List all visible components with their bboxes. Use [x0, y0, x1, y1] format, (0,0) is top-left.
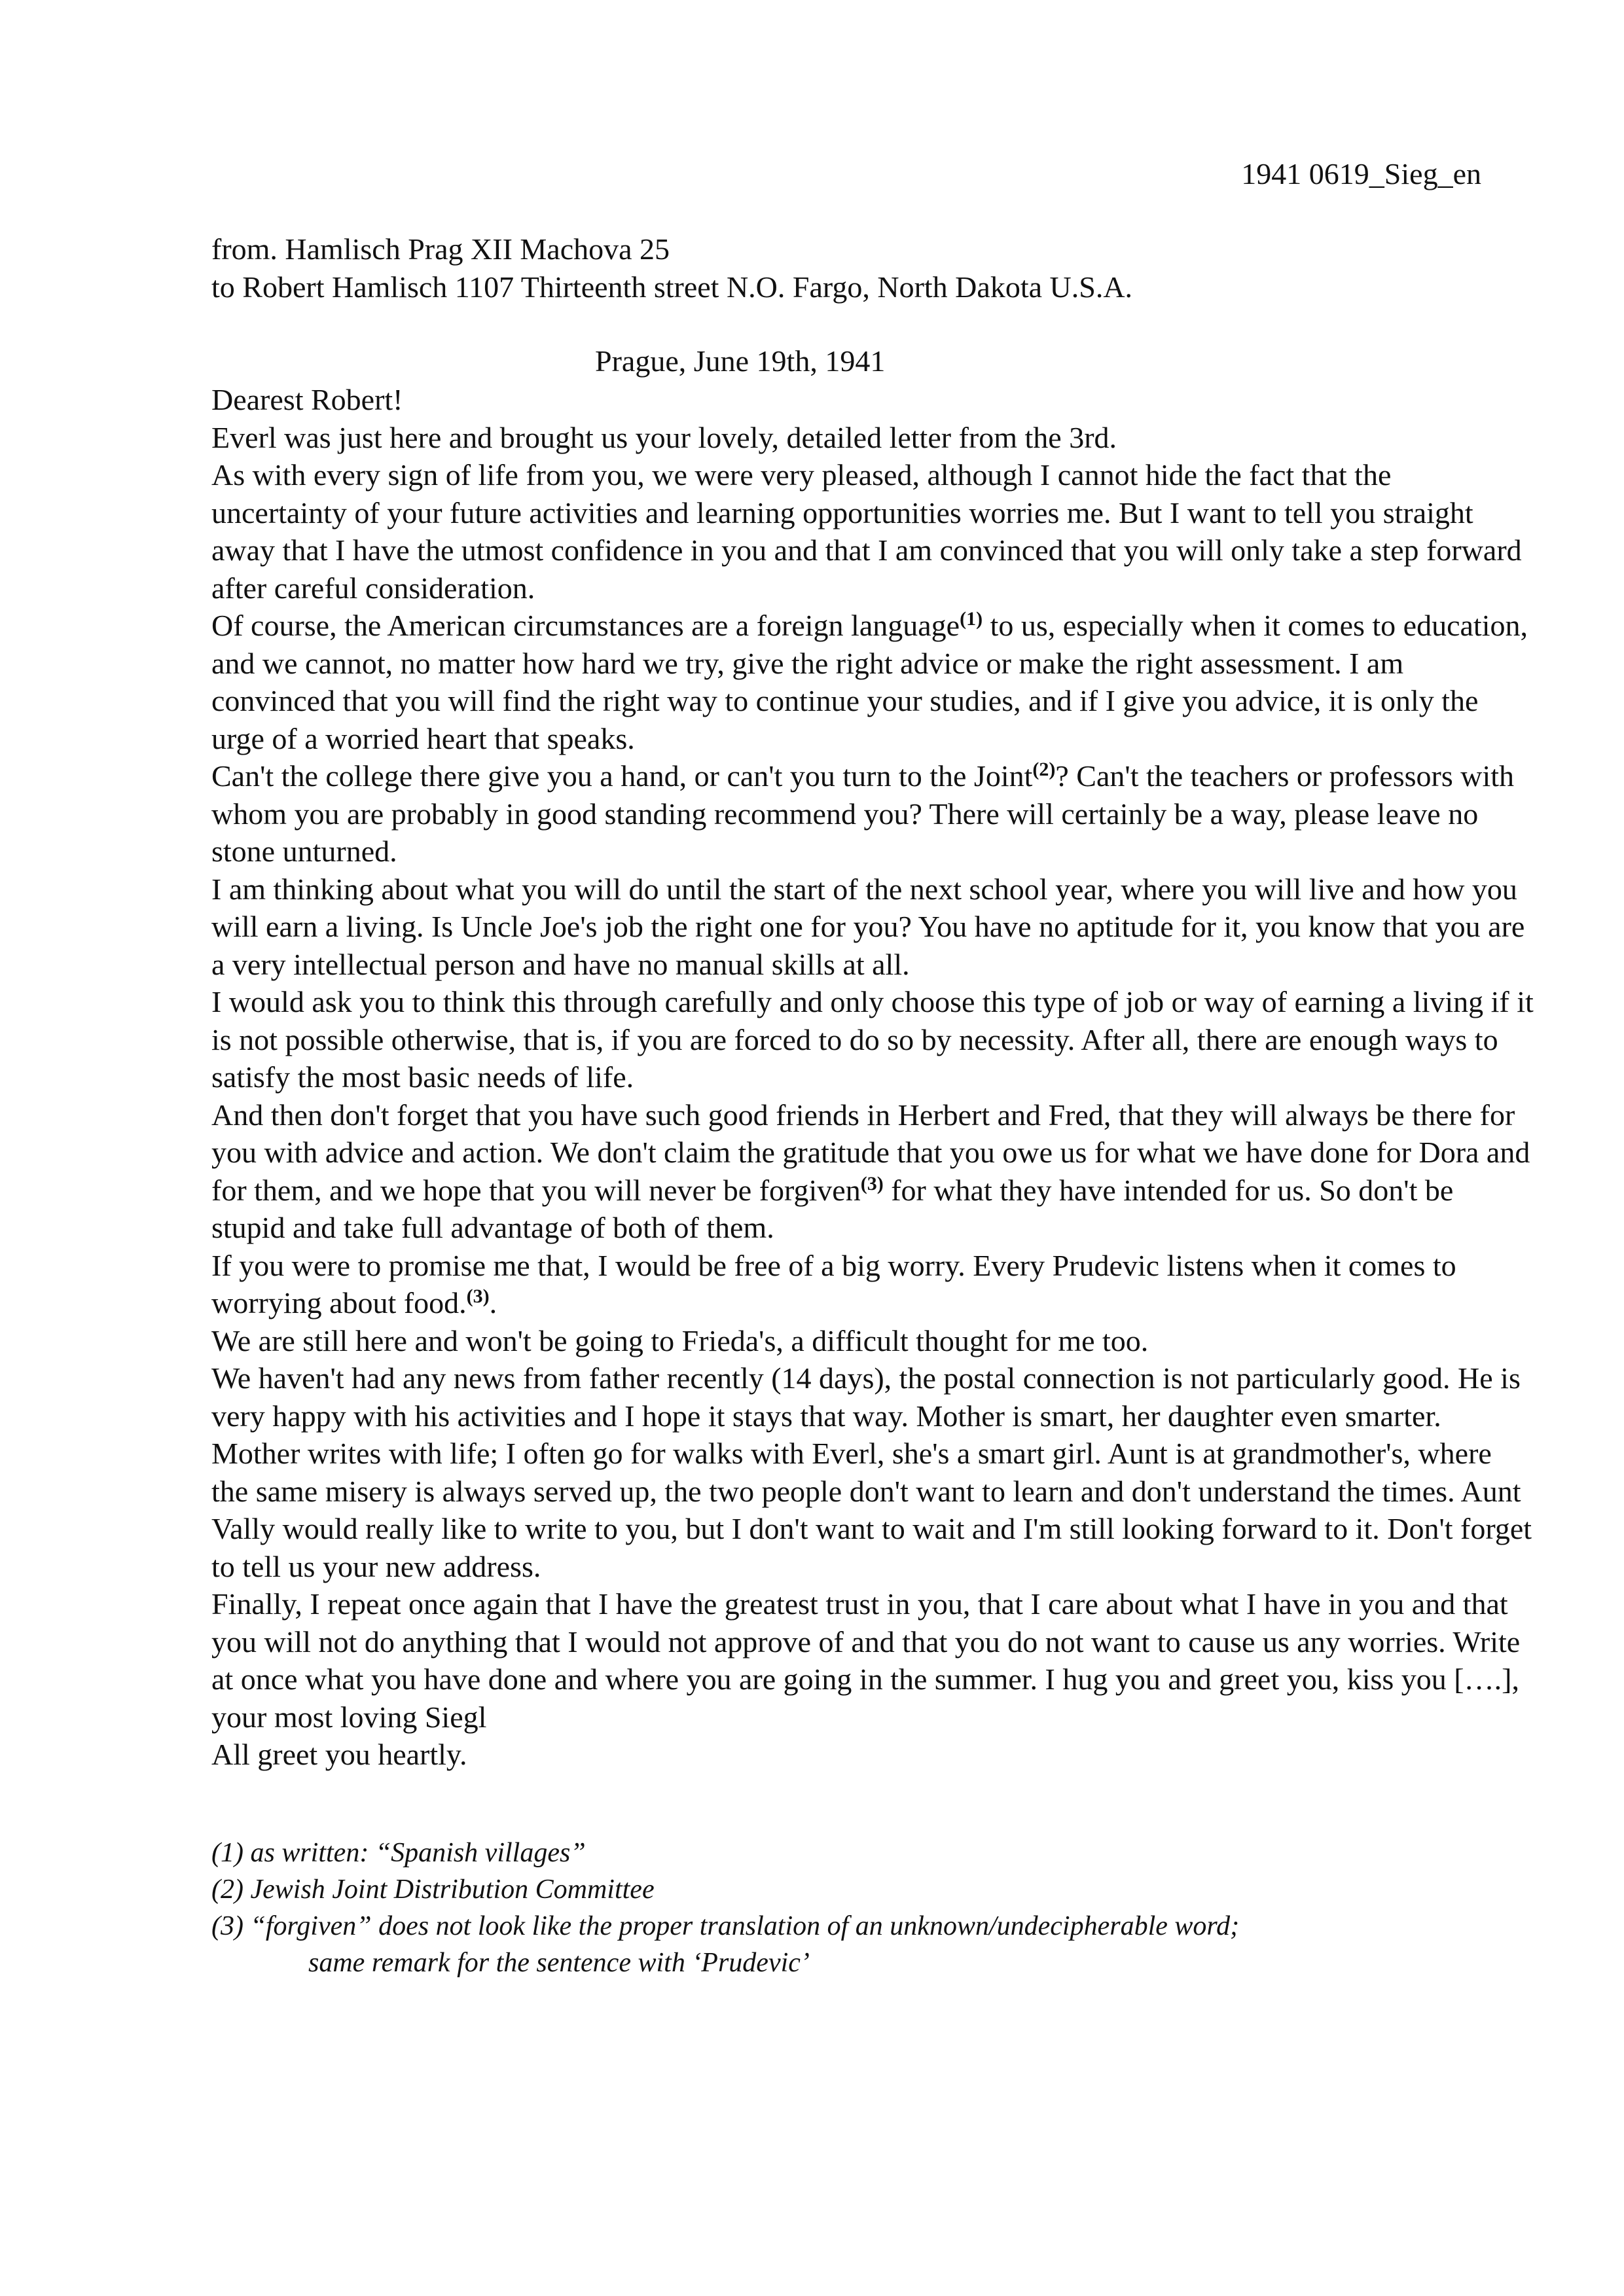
document-id: 1941 0619_Sieg_en	[1241, 157, 1481, 190]
paragraph-8	[211, 1247, 1534, 1322]
salutation: Dearest Robert!	[211, 383, 403, 416]
paragraph-6: I would ask you to think this through carefully and only choose this type of job or way of earning a living if it is not possible otherwise, that is, if you are forced to do so by necessity. After all, there are enough ways to satisfy the most basic needs of life.	[211, 985, 1534, 1094]
dateline: Prague, June 19th, 1941	[595, 344, 886, 378]
paragraph-8-text-a: If you were to promise me that, I would be free of a big worry. Every Prudevic listens when it comes to worrying about food.	[211, 1248, 1456, 1319]
footnote-ref-1: (1)	[960, 608, 983, 630]
paragraph-4-text-a: Can't the college there give you a hand, or can't you turn to the Joint	[211, 759, 1033, 793]
paragraph-7-text-b: for what they have intended for us. So don't be stupid and take full advantage of both of them.	[211, 1173, 1454, 1244]
paragraph-7	[211, 1096, 1534, 1247]
paragraph-10: We haven't had any news from father recently (14 days), the postal connection is not particularly good. He is very happy with his activities and I hope it stays that way. Mother is smart, her daughter even smarter. Mother writes with life; I often go for walks with Everl, she's a smart girl. Aunt is at grandmother's, where the same misery is always served up, the two people don't want to learn and don't understand the times. Aunt Vally would really like to write to you, but I don't want to wait and I'm still looking forward to it. Don't forget to tell us your new address.	[211, 1361, 1532, 1583]
paragraph-8-text-b: .	[489, 1286, 497, 1319]
paragraph-4-text-b: ? Can't the teachers or professors with whom you are probably in good standing recommend you? There will certainly be a way, please leave no stone unturned.	[211, 759, 1515, 868]
paragraph-11: Finally, I repeat once again that I have the greatest trust in you, that I care about what I have in you and that you will not do anything that I would not approve of and that you do not want to cause us any worries. Write at once what you have done and where you are going in the summer. I hug you and greet you, kiss you [….], your most loving Siegl	[211, 1587, 1521, 1734]
paragraph-9: We are still here and won't be going to Frieda's, a difficult thought for me too.	[211, 1323, 1149, 1357]
footnote-ref-3b: (3)	[466, 1285, 490, 1307]
footnote-ref-3: (3)	[860, 1172, 884, 1194]
paragraph-4	[211, 757, 1534, 870]
recipient-address: to Robert Hamlisch 1107 Thirteenth street N.O. Fargo, North Dakota U.S.A.	[211, 270, 1133, 304]
paragraph-3	[211, 607, 1534, 757]
paragraph-5: I am thinking about what you will do until the start of the next school year, where you will live and how you will earn a living. Is Uncle Joe's job the right one for you? You have no aptitude for it, you know that you are a very intellectual person and have no manual skills at all.	[211, 872, 1525, 981]
sender-address: from. Hamlisch Prag XII Machova 25	[211, 232, 670, 266]
footnote-3-continuation: same remark for the sentence with ‘Prudevic’	[308, 1948, 810, 1978]
address-block	[211, 230, 1132, 306]
paragraph-3-text-b: to us, especially when it comes to education, and we cannot, no matter how hard we try, give the right advice or make the right assessment. I am convinced that you will find the right way to continue your studies, and if I give you advice, it is only the urge of a worried heart that speaks.	[211, 609, 1528, 755]
paragraph-2: As with every sign of life from you, we were very pleased, although I cannot hide the fact that the uncertainty of your future activities and learning opportunities worries me. But I want to tell you straight away that I have the utmost confidence in you and that I am convinced that you will only take a step forward after careful consideration.	[211, 458, 1522, 605]
paragraph-3-text-a: Of course, the American circumstances are a foreign language	[211, 609, 960, 642]
closing-line: All greet you heartly.	[211, 1738, 467, 1771]
footnote-2: (2) Jewish Joint Distribution Committee	[211, 1874, 655, 1905]
footnote-3: (3) “forgiven” does not look like the proper translation of an unknown/undecipherable word;	[211, 1911, 1240, 1941]
paragraph-7-text-a: And then don't forget that you have such good friends in Herbert and Fred, that they will always be there for you with advice and action. We don't claim the gratitude that you owe us for what we have done for Dora and for them, and we hope that you will never be forgiven	[211, 1098, 1530, 1207]
paragraph-1: Everl was just here and brought us your lovely, detailed letter from the 3rd.	[211, 420, 1117, 454]
letter-body	[211, 381, 1534, 1774]
footnote-ref-2: (2)	[1032, 759, 1056, 780]
footnote-1: (1) as written: “Spanish villages”	[211, 1838, 586, 1868]
footnotes	[211, 1835, 1534, 1981]
